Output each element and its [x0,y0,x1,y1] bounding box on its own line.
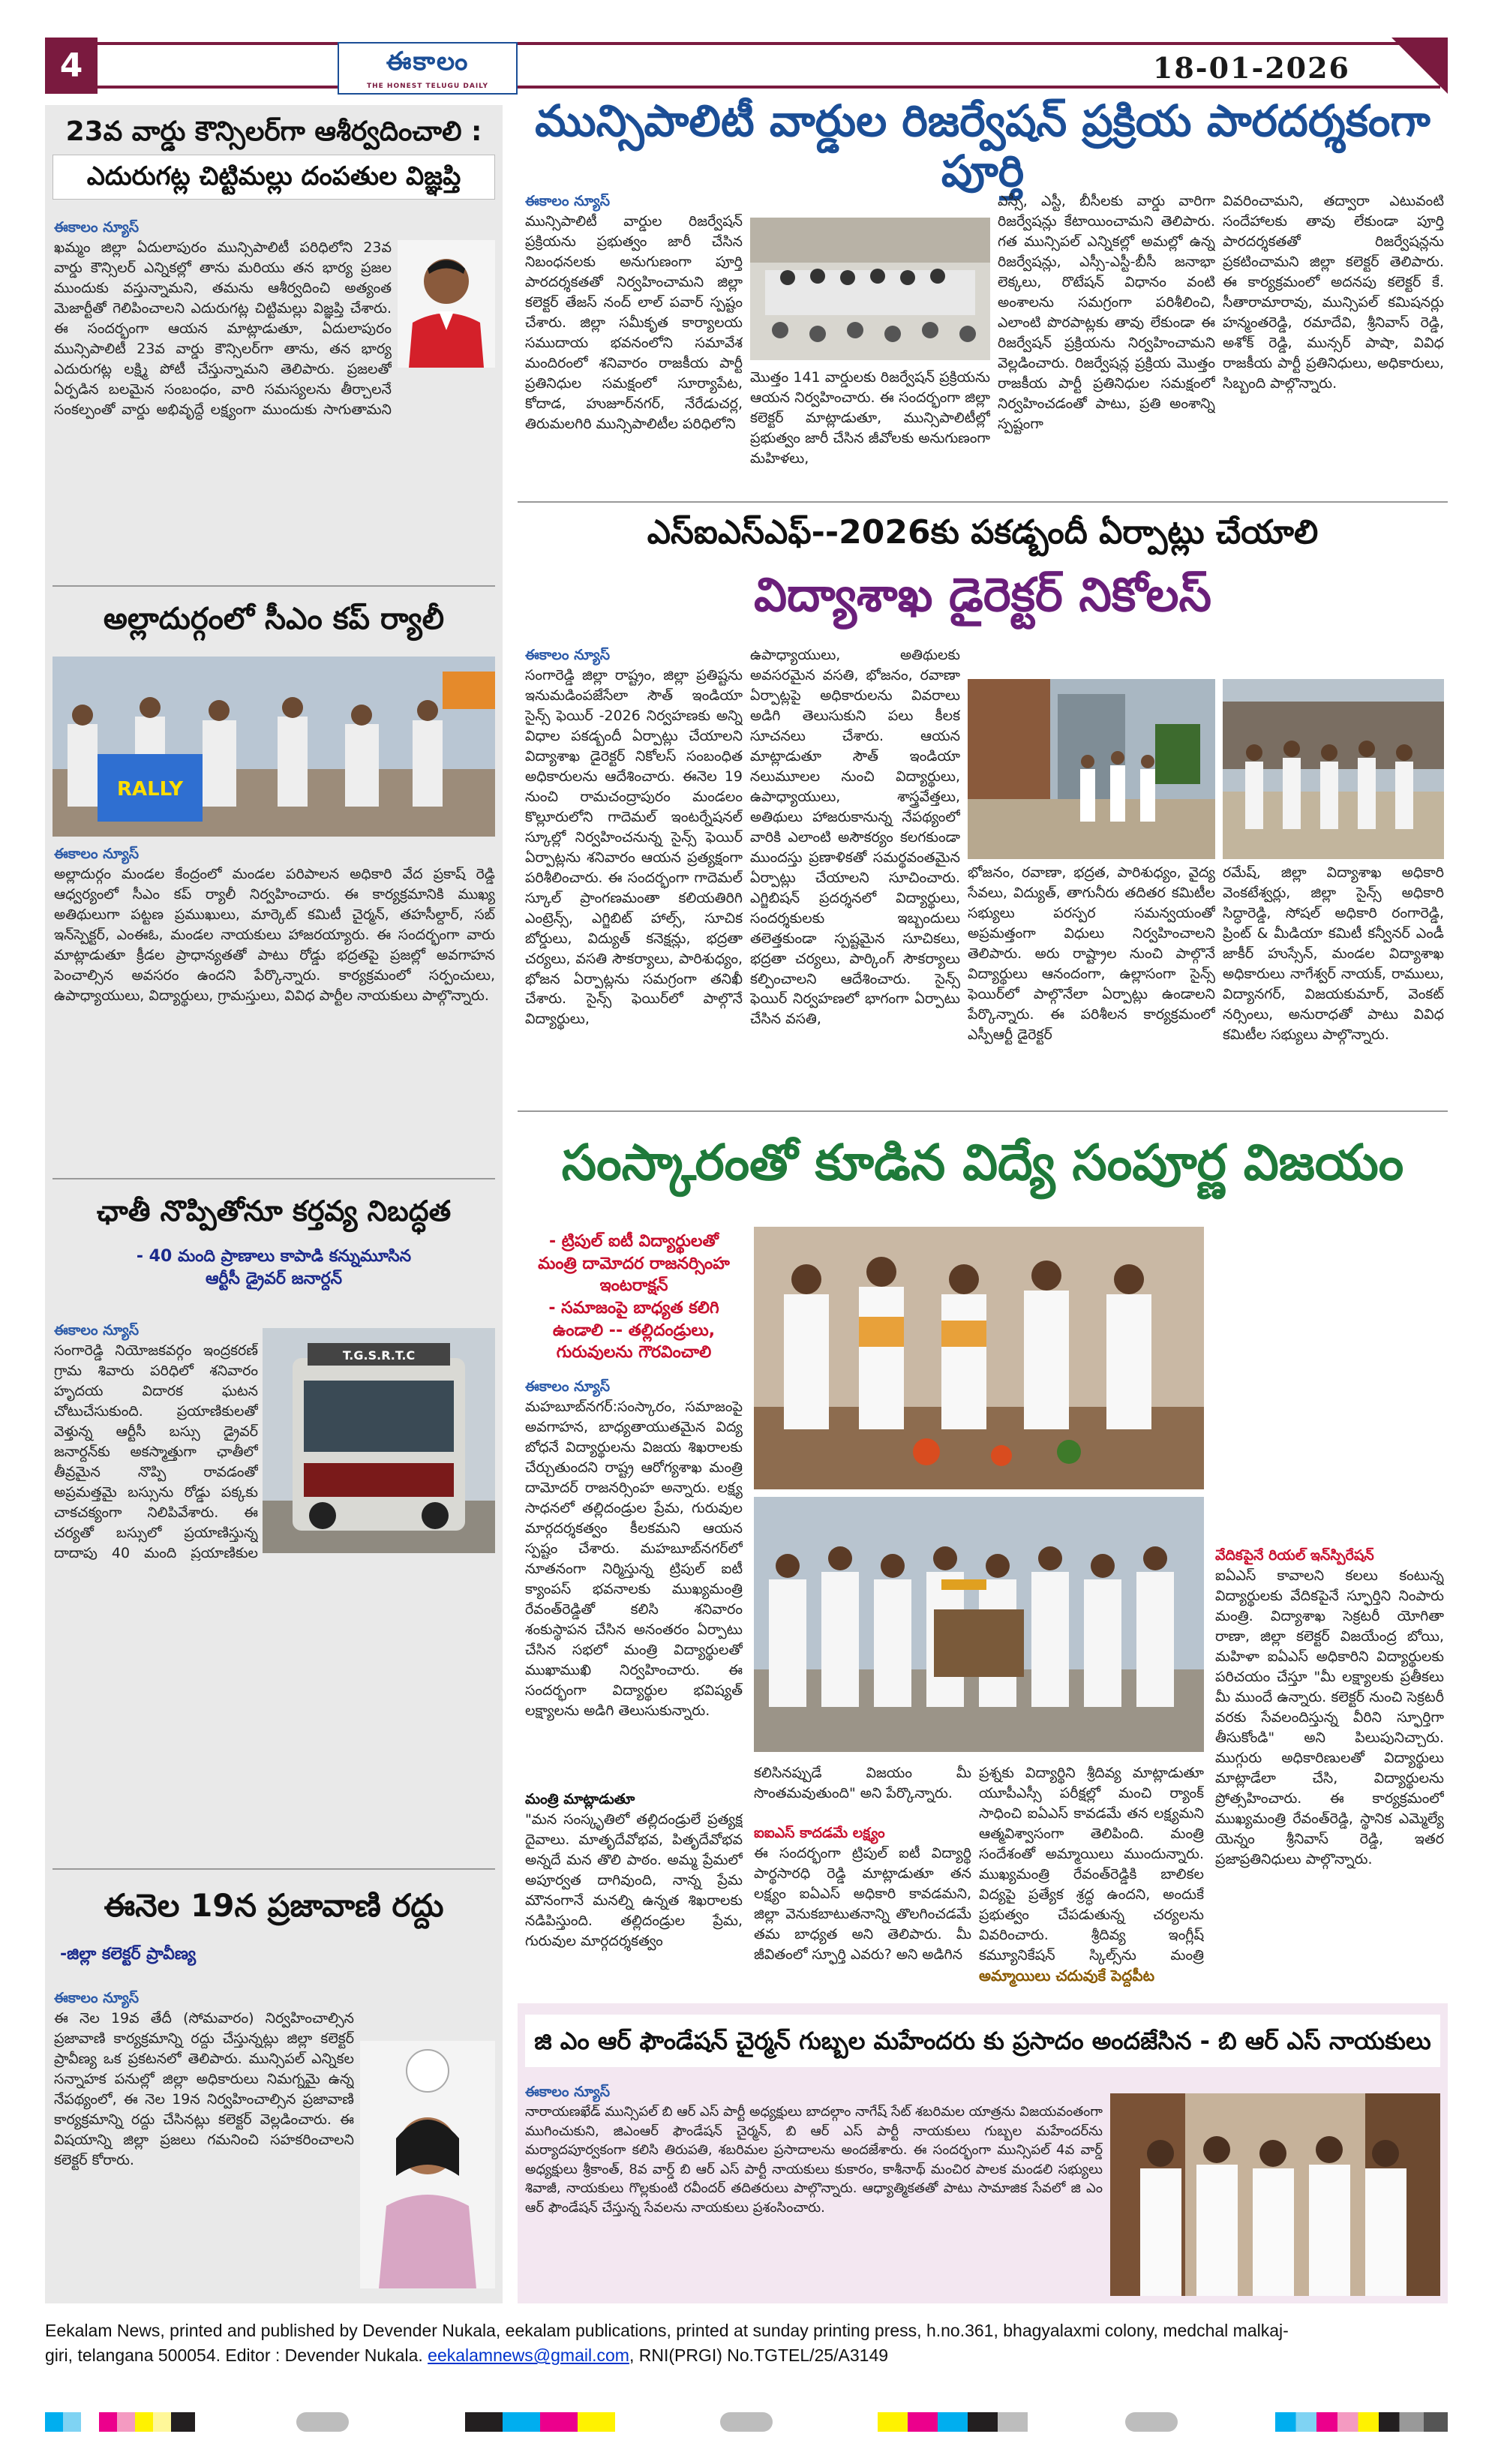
science-fair-inspection-photo-2 [1223,679,1444,859]
divider [518,1110,1448,1112]
story4-subhead: -జిల్లా కలెక్టర్ ప్రావీణ్య [60,1945,197,1964]
story3-body [54,1321,258,1561]
masthead-band [98,42,1440,89]
story1-headline-line1: 23వ వార్డు కౌన్సిలర్‌గా ఆశీర్వదించాలి : [65,116,482,148]
story2-headline: అల్లాదుర్గంలో సీఎం కప్ ర్యాలీ [103,602,445,636]
cm-cup-rally-photo [53,657,495,837]
r-story1-headline: మున్సిపాలిటీ వార్డుల రిజర్వేషన్ ప్రక్రియ పారదర్శకంగా పూర్తి [535,95,1430,197]
imprint-line1: Eekalam News, printed and published by Devender Nukala, eekalam publications, printed at sunday printing press, h.no.361, bhagyalaxmi colony, medchal malkaj- [45,2321,1289,2340]
story2-dateline: ఈకాలం న్యూస్ [54,846,140,862]
r-story4-dateline: ఈకాలం న్యూస్ [525,2084,611,2100]
divider [53,585,495,587]
bus-label: T.G.S.R.T.C [342,1348,416,1363]
r-story3-dateline: ఈకాలం న్యూస్ [525,1378,611,1395]
r-story3-subhead-line5: ఉండాలి -- తల్లిదండ్రులు, [552,1321,716,1340]
story3-body-continued [54,1561,495,1857]
story3-headline: ఛాతీ నొప్పితోనూ కర్తవ్య నిబద్ధత [96,1194,452,1228]
reservation-meeting-svg [750,218,990,360]
r-story3-body-col4 [1215,1227,1444,1542]
r-story3-headline: సంస్కారంతో కూడిన విద్యే సంపూర్ణ విజయం [561,1134,1404,1192]
r-story3-text-b: "మన సంస్కృతిలో తల్లిదండ్రులే ప్రత్యక్ష దైవాలు. మాతృదేవోభవ, పితృదేవోభవ అన్నదే మన తొలి పాఠం. అమ్మ ప్రేమలో అపూర్వత దాగివుంది, నాన్న ప్రేమ మౌనంగానే మనల్ని ఉన్నత శిఖరాలకు నడిపిస్తుంది. తల్లిదండ్రుల ప్రేమ, గురువుల మార్గదర్శకత్వం [525,1810,743,1949]
story1-body-continued [54,420,495,566]
ceremony-photo-1 [754,1227,1204,1489]
story2-text: అల్లాదుర్గం మండల కేంద్రంలో మండల పరిపాలన అధికారి వేద ప్రకాష్ రెడ్డి ఆధ్వర్యంలో సీఎం కప్ ర్యాలీ నిర్వహించారు. ఈ కార్యక్రమానికి ముఖ్య అతిథులుగా పట్టణ ప్రముఖులు, మార్కెట్ కమిటీ చైర్మన్, తహసీల్దార్, సబ్ ఇన్‌స్పెక్టర్, ఎంఈఓ, మండల నాయకులు హాజరయ్యారు. ఈ సందర్భంగా వారు మాట్లాడుతూ క్రీడల ప్రాధాన్యతతో పాటు రోడ్డు భద్రతపై ప్రజల్లో అవగాహన పెంచాల్సిన అవసరం ఉందని పేర్కొన్నారు. కార్యక్రమంలో సర్పంచులు, ఉపాధ్యాయులు, విద్యార్థులు, గ్రామస్తులు, వివిధ పార్టీల నాయకులు పాల్గొన్నారు. [54,865,495,1004]
r-story4-headline: జి ఎం ఆర్ ఫౌండేషన్ చైర్మన్ గుబ్బల మహేందరు కు ప్రసాదం అందజేసిన - బి ఆర్ ఎస్ నాయకులు [525,2015,1440,2067]
story4-dateline: ఈకాలం న్యూస్ [54,1990,140,2006]
r-story3-body-col2b [754,1823,971,1992]
imprint [45,2318,1448,2369]
logo-tagline: THE HONEST TELUGU DAILY [366,83,489,90]
r-story2-dateline: ఈకాలం న్యూస్ [525,647,611,663]
masthead-corner [1391,38,1448,94]
page-number: 4 [45,38,98,94]
r-story3-subhead-line1: - ట్రిపుల్ ఐటీ విద్యార్థులతో [549,1232,719,1251]
cm-cup-rally-svg [53,657,495,837]
prasadam-handover-photo [1110,2093,1440,2296]
candidate-portrait [398,240,495,368]
ceremony-photo-2-svg [754,1497,1204,1752]
r-story4-text: నారాయణఖేడ్ మున్సిపల్ బి ఆర్ ఎస్ పార్టీ అధ్యక్షులు బాదల్గాం నాగేష్ సేట్ శబరిమల యాత్రను విజయవంతంగా ముగించుకుని, జిఎంఆర్ ఫౌండేషన్ చైర్మన్, బి ఆర్ ఎస్ పార్టీ నాయకులు గుబ్బల మహేందర్‌ను మర్యాదపూర్వకంగా కలిసి తిరుపతి, శబరిమల ప్రసాదాలను అందజేశారు. ఈ సందర్భంగా మున్సిపల్ 4వ వార్డ్ అధ్యక్షులు శ్రీకాంత్, 8వ వార్డ్ బి ఆర్ ఎస్ పార్టీ నాయకులు కుకారం, కాశీనాథ్ మంచిర పాలక మండలి సభ్యులు శివాజీ, నాయకులు గొల్లకుంటి రవీందర్ తదితరులు పాల్గొన్నారు. ఆధ్యాత్మికతతో పాటు సామాజిక సేవలో జి ఎం ఆర్ ఫౌండేషన్ చేస్తున్న సేవలను నాయకులు ప్రశంసించారు. [525,2103,1103,2216]
r-story3-subhead-line4: - సమాజంపై బాధ్యత కలిగి [548,1299,719,1318]
logo-text: ఈకాలం [386,47,470,77]
collector-portrait [360,2041,495,2288]
r-story2-body-col1 [525,645,743,1103]
science-fair-photo-1-svg [968,679,1215,859]
r-story3-body-col1b [525,1789,743,1992]
r-story3-body-col1 [525,1377,743,1789]
r-story2-body-col4: రమేష్, జిల్లా విద్యాశాఖ అధికారి వెంకటేశ్వర్లు, జిల్లా సైన్స్ అధికారి సిద్ధారెడ్డి, సోషల్ అధికారి రంగారెడ్డి, ప్రింట్ & మీడియా కమిటీ కన్వీనర్ ఎండీ జాకీర్ హుస్సేన్, మండల విద్యాశాఖ అధికారులు నాగేశ్వర్ నాయక్, రాములు, విద్యానగర్, విజయకుమార్, వెంకట్ నర్సింలు, అనురాధతో పాటు వివిధ కమిటీల సభ్యులు పాల్గొన్నారు. [1223,864,1444,1043]
r-story3-text-a: మహబూబ్‌నగర్:సంస్కారం, సమాజంపై అవగాహన, బాధ్యతాయుతమైన విద్య బోధనే విద్యార్థులను విజయ శిఖరాలకు చేర్చుతుందని రాష్ట్ర ఆరోగ్యశాఖ మంత్రి దామోదర్ రాజనర్సింహ అన్నారు. లక్ష్య సాధనలో తల్లిదండ్రుల ప్రేమ, గురువుల మార్గదర్శకత్వం కీలకమని ఆయన స్పష్టం చేశారు. మహబూబ్‌నగర్‌లో నూతనంగా నిర్మిస్తున్న ట్రిపుల్ ఐటీ క్యాంపస్ భవనాలకు ముఖ్యమంత్రి రేవంత్‌రెడ్డితో కలిసి శనివారం శంకుస్థాపన చేసిన అనంతరం ఏర్పాటు చేసిన సభలో మంత్రి విద్యార్థులతో ముఖాముఖి నిర్వహించారు. ఈ సందర్భంగా విద్యార్థుల భవిష్యత్ లక్ష్యాలను అడిగి తెలుసుకున్నారు. [525,1398,743,1719]
r-story2-body-col2: ఉపాధ్యాయులు, అతిథులకు అవసరమైన వసతి, భోజనం, రవాణా ఏర్పాట్లపై అధికారులను వివరాలు అడిగి తెలుసుకుని పలు కీలక సూచనలు చేశారు. ఆయన మాట్లాడుతూ సౌత్ ఇండియా నలుమూలల నుంచి విద్యార్థులు, ఉపాధ్యాయులు, శాస్త్రవేత్తలు, అతిథులు హాజరుకానున్న నేపథ్యంలో వారికి ఎలాంటి అసౌకర్యం కలగకుండా ముందస్తు ప్రణాళికతో సమర్థవంతమైన ఏర్పాట్లు చేయాలని సూచించారు. ఎగ్జిబిషన్ ప్రదర్శనలో విద్యార్థులు, సందర్శకులకు ఇబ్బందులు తలెత్తకుండా స్పష్టమైన సూచికలు, భద్రతా చర్యలు, పార్కింగ్ సౌకర్యాలు కల్పించాలని ఆదేశించారు. సైన్స్ ఫెయిర్ నిర్వహణలో భాగంగా ఏర్పాటు చేసిన వసతి, [750,647,960,1028]
story3-dateline: ఈకాలం న్యూస్ [54,1322,140,1339]
r-story1-dateline: ఈకాలం న్యూస్ [525,193,611,209]
rtc-bus-photo [263,1328,495,1553]
story1-text: ఖమ్మం జిల్లా ఏదులాపురం మున్సిపాలిటీ పరిధిలోని 23వ వార్డు కౌన్సిలర్ ఎన్నికల్లో తాను మరియు తన భార్య ప్రజల ముందుకు వస్తున్నామని, తమను ఆశీర్వదించి అత్యంత మెజార్టీతో గెలిపించాలని ఎదురుగట్ల చిట్టిమల్లు విజ్ఞప్తి చేశారు. ఈ సందర్భంగా ఆయన మాట్లాడుతూ, ఏదులాపురం మున్సిపాలిటీ 23వ వార్డు కౌన్సిలర్‌గా తాను, తన భార్య ఎదురుగట్ల లక్ష్మి పోటీ చేస్తున్నామని తెలిపారు. ప్రజలతో ఏర్పడిన బలమైన సంబంధం, వారి సమస్యలను తీర్చాలనే సంకల్పంతో వార్డు అభివృద్ధే లక్ష్యంగా ముందుకు సాగుతామని [54,239,392,418]
divider [53,1868,495,1870]
rtc-bus-svg [263,1328,495,1553]
r-story3-text-c2: ఈ సందర్భంగా ట్రిపుల్ ఐటీ విద్యార్థి పార్థసారధి రెడ్డి మాట్లాడుతూ తన లక్ష్యం ఐఏఎస్ అధికారి కావడమని, జిల్లా వెనుకబాటుతనాన్ని తొలగించడమే తమ బాధ్యత అని తెలిపారు. మీ జీవితంలో స్ఫూర్తి ఎవరు? అని అడిగిన [754,1844,971,1963]
story4-text: ఈ నెల 19వ తేదీ (సోమవారం) నిర్వహించాల్సిన ప్రజావాణి కార్యక్రమాన్ని రద్దు చేస్తున్నట్లు జిల్లా కలెక్టర్ ప్రావీణ్య ఒక ప్రకటనలో తెలిపారు. మున్సిపల్ ఎన్నికల సన్నాహక పనుల్లో జిల్లా అధికారులు నిమగ్నమై ఉన్న నేపథ్యంలో, ఈ నెల 19న నిర్వహించాల్సిన ప్రజావాణి కార్యక్రమాన్ని రద్దు చేసినట్లు కలెక్టర్ వెల్లడించారు. ఈ విషయాన్ని జిల్లా ప్రజలు గమనించి సహకరించాలని కలెక్టర్ కోరారు. [54,2009,354,2168]
svg-text:RALLY: RALLY [116,778,184,801]
story4-body [54,1988,354,2288]
story3-subhead-line1: - 40 మంది ప్రాణాలు కాపాడి కన్నుమూసిన [136,1247,412,1266]
science-fair-photo-2-svg [1223,679,1444,859]
r-story1-text-a: మున్సిపాలిటీ వార్డుల రిజర్వేషన్ ప్రక్రియను ప్రభుత్వం జారీ చేసిన నిబంధనలకు అనుగుణంగా పూర్తి పారదర్శకతతో నిర్వహించామని జిల్లా కలెక్టర్ తేజస్ నంద్ లాల్ పవార్ స్పష్టం చేశారు. జిల్లా సమీకృత కార్యాలయ సముదాయ భవనంలోని సమావేశ మందిరంలో శనివారం రాజకీయ పార్టీ ప్రతినిధుల సమక్షంలో సూర్యాపేట, కోదాడ, హుజూర్‌నగర్, నేరేడుచర్ల, తిరుమలగిరి మున్సిపాలిటీల పరిధిలోని [525,212,743,432]
story3-text: సంగారెడ్డి నియోజకవర్గం ఇంద్రకరణ్ గ్రామ శివారు పరిధిలో శనివారం హృదయ విదారక ఘటన చోటుచేసుకుంది. ప్రయాణికులతో వెళ్తున్న ఆర్టీసీ బస్సు డ్రైవర్ జనార్దన్‌కు అకస్మాత్తుగా ఛాతీలో తీవ్రమైన నొప్పి రావడంతో అప్రమత్తమై బస్సును రోడ్డు పక్కకు చాకచక్యంగా నిలిపివేశారు. ఈ చర్యతో బస్సులో ప్రయాణిస్తున్న దాదాపు 40 మంది ప్రయాణికుల [54,1342,258,1561]
r-story3-text-d2: ఐఏఎస్ కావాలని కలలు కంటున్న విద్యార్థులకు వేదికపైనే స్ఫూర్తిని నింపారు మంత్రి. విద్యాశాఖ సెక్రటరీ యోగితా రాణా, జిల్లా కలెక్టర్ విజయేంద్ర బోయి, మహిళా ఐఏఎస్ అధికారిని విద్యార్థులకు పరిచయం చేస్తూ "మీ లక్ష్యాలకు ప్రతీకలు మీ ముందే ఉన్నారు. కలెక్టర్ నుంచి సెక్రటరీ వరకు సేవలందిస్తున్న వీరిని స్ఫూర్తిగా తీసుకోండి" అని పిలుపునిచ్చారు. ముగ్గురు అధికారిణులతో విద్యార్థులు మాట్లాడేలా చేసి, విద్యార్థులను ప్రోత్సహించారు. ఈ కార్యక్రమంలో ముఖ్యమంత్రి రేవంత్‌రెడ్డి, స్థానిక ఎమ్మెల్యే యెన్నం శ్రీనివాస్ రెడ్డి, ఇతర ప్రజాప్రతినిధులు పాల్గొన్నారు. [1215,1567,1444,1868]
r-story3-caption: అమ్మాయిలు చదువుకే పెద్దపీట [979,1967,1155,1985]
r-story3-subhead-line6: గురువులను గౌరవించాలి [556,1343,712,1363]
imprint-line2a: giri, telangana 500054. Editor : Devender Nukala. [45,2345,428,2366]
story1-body [54,218,392,420]
ceremony-photo-2 [754,1497,1204,1752]
story2-body [54,844,495,1159]
r-story2-headline-line2: విద్యాశాఖ డైరెక్టర్ నికోలస్ [753,567,1212,623]
r-story2-text-a: సంగారెడ్డి జిల్లా రాష్ట్రం, జిల్లా ప్రతిష్టను ఇనుమడింపజేసేలా సౌత్ ఇండియా సైన్స్ ఫెయిర్ -2026 నిర్వహణకు అన్ని విధాల పకడ్బందీ ఏర్పాట్లు చేయాలని విద్యాశాఖ డైరెక్టర్ నికోలస్ సంబంధిత అధికారులను ఆదేశించారు. ఈనెల 19 నుంచి రామచంద్రాపురం మండలం కొల్లూరులోని గాదెమల్ ఇంటర్నేషనల్ స్కూల్లో నిర్వహించనున్న సైన్స్ ఫెయిర్ ఏర్పాట్లను శనివారం ఆయన ప్రత్యక్షంగా పరిశీలించారు. ఈ సందర్భంగా గాదెమల్ స్కూల్ ప్రాంగణమంతా కలియతిరిగి ఎంట్రెన్స్, ఎగ్జిబిట్ హాల్స్, సూచిక బోర్డులు, విద్యుత్ కనెక్షన్లు, భద్రతా చర్యలు, వసతి సౌకర్యాలు, పారిశుధ్యం, భోజన ఏర్పాట్లను సమగ్రంగా తనిఖీ చేశారు. సైన్స్ ఫెయిర్‌లో పాల్గొనే విద్యార్థులు, [525,666,743,1028]
story3-subhead [53,1246,495,1290]
editor-email-link[interactable]: eekalamnews@gmail.com [428,2345,629,2366]
candidate-portrait-svg [398,240,495,368]
masthead [45,38,1448,94]
r-story1-body-col2: మొత్తం 141 వార్డులకు రిజర్వేషన్ ప్రక్రియను ఆయన నిర్వహించారు. ఈ సందర్భంగా జిల్లా కలెక్టర్ మాట్లాడుతూ, మున్సిపాలిటీల్లో ప్రభుత్వం జారీ చేసిన జీవోలకు అనుగుణంగా మహిళలు, [750,369,990,467]
r-story3-subhead [525,1230,743,1364]
r-story2-body-col3: భోజనం, రవాణా, భద్రత, పారిశుధ్యం, వైద్య సేవలు, విద్యుత్, తాగునీరు తదితర కమిటీల సభ్యులు పరస్పర సమన్వయంతో అప్రమత్తంగా విధులు నిర్వహించాలని తెలిపారు. అరు రాష్ట్రాల నుంచి పాల్గొనే విద్యార్థులు ఆనందంగా, ఉల్లాసంగా సైన్స్ ఫెయిర్‌లో పాల్గొనేలా ఏర్పాట్లు ఉండాలని పేర్కొన్నారు. ఈ పరిశీలన కార్యక్రమంలో ఎస్పీఆర్టీ డైరెక్టర్ [968,864,1215,1043]
collector-portrait-svg [360,2041,495,2288]
r-story3-subhead-line3: ఇంటరాక్షన్ [599,1276,668,1296]
r-story3-body-col3: ప్రశ్నకు విద్యార్థిని శ్రీదివ్య మాట్లాడుతూ యూపీఎస్సీ పరీక్షల్లో మంచి ర్యాంక్ సాధించి ఐఏఎస్ కావడమే తన లక్ష్యమని ఆత్మవిశ్వాసంగా తెలిపింది. మంత్రి సందేశంతో అమ్మాయిలు ముందున్నారు. ముఖ్యమంత్రి రేవంత్‌రెడ్డికి బాలికల విద్యపై ప్రత్యేక శ్రద్ధ ఉందని, అందుకే ప్రభుత్వం చేపడుతున్న చర్యలను వివరించారు. శ్రీదివ్య ఇంగ్లీష్ కమ్యూనికేషన్ స్కిల్స్‌ను మంత్రి [979,1765,1204,1964]
story4-headline: ఈనెల 19న ప్రజావాణి రద్దు [104,1886,444,1924]
divider [53,1178,495,1179]
r-story3-body-d-head: వేదికపైనే రియల్ ఇన్‌స్పిరేషన్ [1215,1547,1374,1564]
r-story1-body-col3: ఎస్సీ, ఎస్టీ, బీసీలకు వార్డు వారిగా రిజర్వేషన్లు కేటాయించామని తెలిపారు. గత మున్సిపల్ ఎన్నికల్లో అమల్లో ఉన్న రిజర్వేషన్లు, ఎస్సీ-ఎస్టీ-బీసీ జనాభా లెక్కలు, రొటేషన్ విధానం వంటి అంశాలను సమగ్రంగా పరిశీలించి, ఎలాంటి పొరపాట్లకు తావు లేకుండా ఈ రిజర్వేషన్ ప్రక్రియను నిర్వహించామని వెల్లడించారు. రిజర్వేషన్ల ప్రక్రియ మొత్తం రాజకీయ పార్టీ ప్రతినిధుల సమక్షంలో నిర్వహించడంతో పాటు, ప్రతి అంశాన్ని స్పష్టంగా [998,193,1215,432]
r-story3-subhead-line2: మంత్రి దామోదర రాజనర్సింహ [538,1254,730,1273]
r-story3-body-col4b [1215,1546,1444,1992]
ceremony-photo-1-svg [754,1227,1204,1489]
r-story3-body-col2: కలిసినప్పుడే విజయం మీ సొంతమవుతుంది" అని పేర్కొన్నారు. [754,1765,971,1801]
r-story2-headline-line1: ఎస్ఐఎస్ఎఫ్--2026కు పకడ్బందీ ఏర్పాట్లు చేయాలి [647,512,1319,551]
r-story3-body-b-head: మంత్రి మాట్లాడుతూ [525,1791,635,1807]
newspaper-logo [338,42,518,95]
story3-subhead-line2: ఆర్టీసీ డ్రైవర్ జనార్దన్ [205,1269,343,1288]
story1-headline-line2: ఎదురుగట్ల చిట్టిమల్లు దంపతుల విజ్ఞప్తి [53,155,495,200]
r-story4-body [525,2082,1103,2300]
issue-date: 18-01-2026 [1152,51,1350,85]
r-story1-body-col4: వివరించామని, తద్వారా ఎటువంటి సందేహాలకు తావు లేకుండా పూర్తి పారదర్శకతతో రిజర్వేషన్లను ప్రకటించామని జిల్లా కలెక్టర్ తెలిపారు. ఈ కార్యక్రమంలో అదనపు కలెక్టర్ కే. సీతారామారావు, మున్సిపల్ కమిషనర్లు హన్మంతరెడ్డి, రమాదేవి, శ్రీనివాస్ రెడ్డి, అశోక్ రెడ్డి, మున్సర్ పాషా, వివిధ రాజకీయ పార్టీ ప్రతినిధులు, అధికారులు, సిబ్బంది పాల్గొన్నారు. [1223,193,1444,392]
divider [518,501,1448,503]
science-fair-inspection-photo-1 [968,679,1215,859]
r-story3-body-c-head: ఐఐఎస్ కాదడమే లక్ష్యం [754,1825,885,1841]
imprint-line2b: , RNI(PRGI) No.TGTEL/25/A3149 [629,2345,889,2366]
reservation-meeting-photo [750,218,990,360]
imprint-line2 [45,2343,1448,2368]
story1-dateline: ఈకాలం న్యూస్ [54,219,140,236]
prasadam-handover-svg [1110,2093,1440,2296]
